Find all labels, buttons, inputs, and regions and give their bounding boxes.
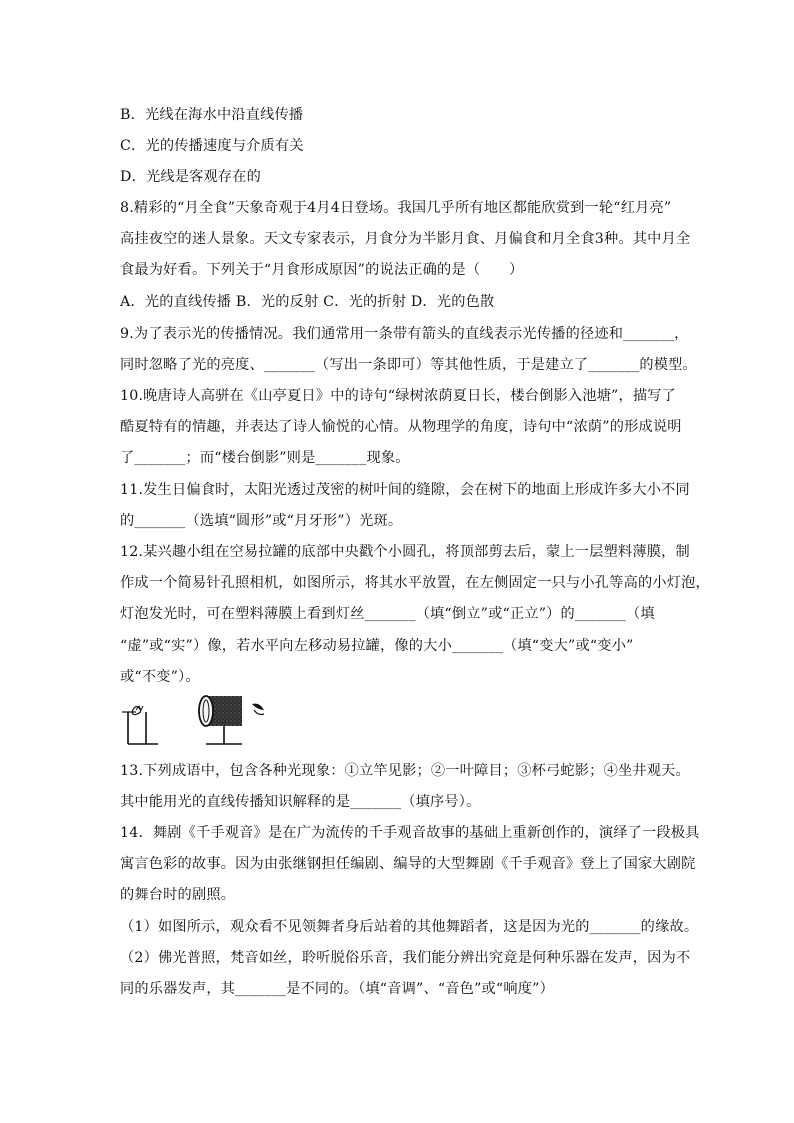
question-11-line-2: 的_______（选填“圆形”或“月牙形”）光斑。 xyxy=(120,513,403,529)
question-13-line-1: 13.下列成语中，包含各种光现象：①立竿见影；②一叶障目；③杯弓蛇影；④坐井观天。 xyxy=(120,763,690,779)
bulb-icon xyxy=(132,707,141,715)
question-14-sub-1: （1）如图所示，观众看不见领舞者身后站着的其他舞蹈者，这是因为光的_______的缘故。 xyxy=(120,919,699,935)
question-11-line-1: 11.发生日偏食时，太阳光透过茂密的树叶间的缝隙，会在树下的地面上形成许多大小不同 xyxy=(120,482,690,498)
question-8-line-2: 高挂夜空的迷人景象。天文专家表示，月食分为半影月食、月偏食和月全食3种。其中月全 xyxy=(120,231,691,247)
question-8-line-3: 食最为好看。下列关于“月食形成原因”的说法正确的是（ ） xyxy=(120,262,524,278)
question-9-line-1: 9.为了表示光的传播情况。我们通常用一条带有箭头的直线表示光传播的径迹和_______， xyxy=(120,326,689,342)
question-8-options: A．光的直线传播 B．光的反射 C．光的折射 D．光的色散 xyxy=(120,294,495,310)
question-12-line-4: “虚”或“实”）像，若水平向左移动易拉罐，像的大小_______（填“变大”或“变小” xyxy=(120,638,634,654)
question-12-line-3: 灯泡发光时，可在塑料薄膜上看到灯丝_______（填“倒立”或“正立”）的_______（填 xyxy=(120,606,655,622)
question-14-sub-2-line-2: 同的乐器发声，其_______是不同的。（填“音调”、“音色”或“响度”） xyxy=(120,981,554,997)
question-13-line-2: 其中能用光的直线传播知识解释的是_______（填序号）。 xyxy=(120,794,481,810)
eye-lower-lid xyxy=(254,710,264,715)
question-10-line-2: 酷夏特有的情趣，并表达了诗人愉悦的心情。从物理学的角度，诗句中“浓荫”的形成说明 xyxy=(120,419,682,435)
question-12-line-5: 或“不变”）。 xyxy=(120,669,200,685)
question-14-line-2: 寓言色彩的故事。因为由张继钢担任编剧、编导的大型舞剧《千手观音》登上了国家大剧院 xyxy=(120,856,696,872)
option-c: C．光的传播速度与介质有关 xyxy=(120,138,304,154)
question-14-line-3: 的舞台时的剧照。 xyxy=(120,887,236,903)
question-8-line-1: 8.精彩的“月全食”天象奇观于4月4日登场。我国几乎所有地区都能欣赏到一轮“红月亮” xyxy=(120,200,672,216)
question-14-line-1: 14．舞剧《千手观音》是在广为流传的千手观音故事的基础上重新创作的，演绎了一段极具 xyxy=(120,825,700,841)
question-14-sub-2-line-1: （2）佛光普照，梵音如丝，聆听脱俗乐音，我们能分辨出究竟是何种乐器在发声，因为不 xyxy=(120,950,691,966)
question-9-line-2: 同时忽略了光的亮度、_______（写出一条即可）等其他性质，于是建立了_______的模型。 xyxy=(120,357,697,373)
option-d: D．光线是客观存在的 xyxy=(120,169,262,185)
pinhole-camera-diagram-icon xyxy=(118,688,278,750)
question-10-line-1: 10.晚唐诗人高骈在《山亭夏日》中的诗句“绿树浓荫夏日长，楼台倒影入池塘”，描写了 xyxy=(120,388,677,404)
option-b: B．光线在海水中沿直线传播 xyxy=(120,107,304,123)
eye-icon xyxy=(252,704,264,710)
question-12-line-2: 作成一个简易针孔照相机，如图所示，将其水平放置，在左侧固定一只与小孔等高的小灯泡， xyxy=(120,575,710,591)
question-12-line-1: 12.某兴趣小组在空易拉罐的底部中央戳个小圆孔，将顶部剪去后，蒙上一层塑料薄膜，制 xyxy=(120,544,690,560)
question-10-line-3: 了_______；而“楼台倒影”则是_______现象。 xyxy=(120,450,410,466)
